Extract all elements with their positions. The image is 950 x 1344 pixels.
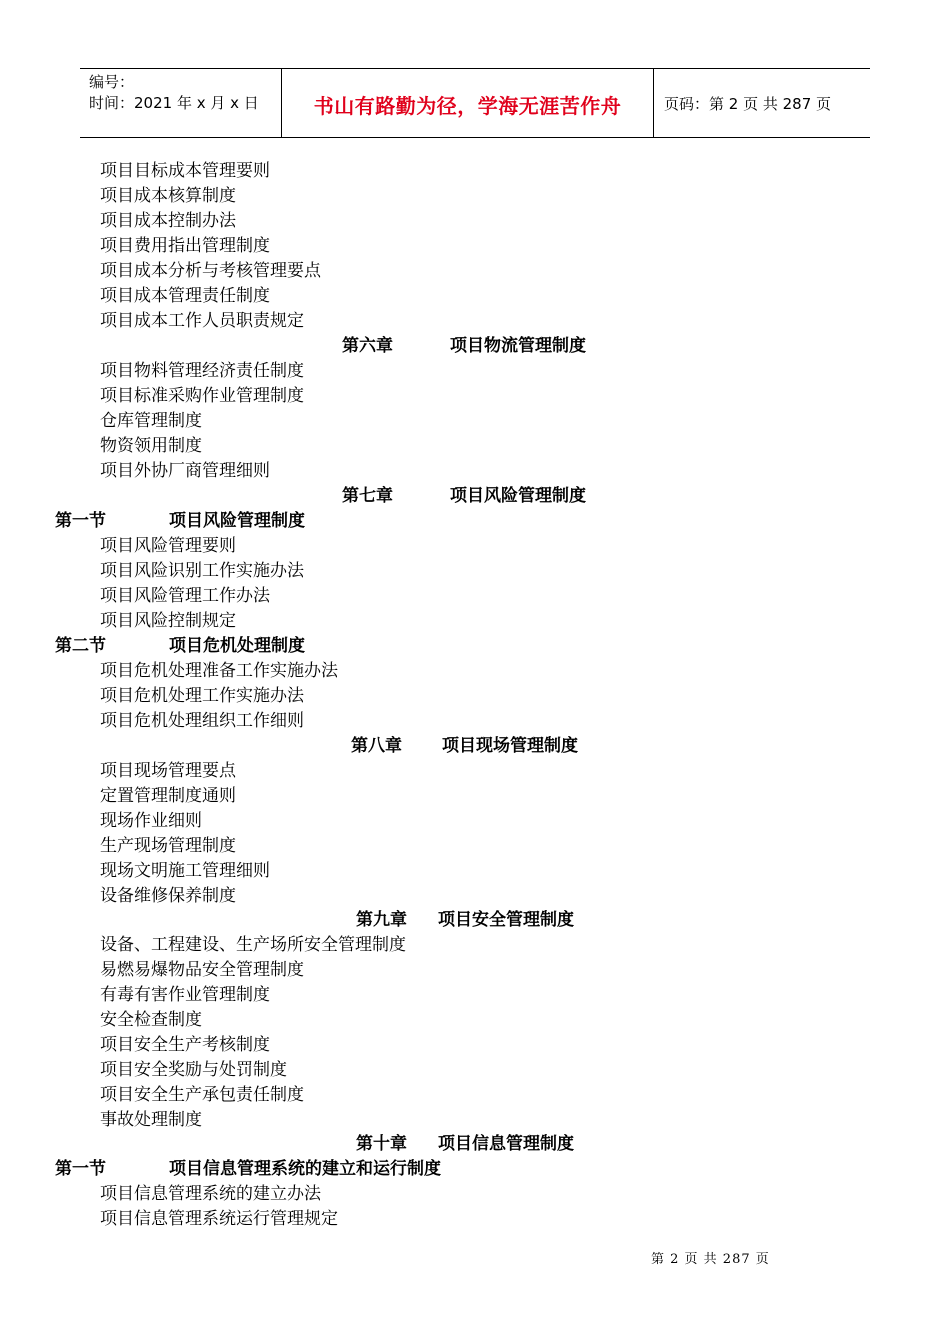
motto: 书山有路勤为径，学海无涯苦作舟 [313, 93, 622, 118]
list-item: 项目成本控制办法 [100, 211, 236, 231]
list-item: 项目风险控制规定 [100, 611, 236, 631]
list-item: 生产现场管理制度 [100, 836, 236, 856]
list-item: 项目风险识别工作实施办法 [100, 561, 304, 581]
list-item: 事故处理制度 [100, 1110, 202, 1130]
chapter-number: 第九章 [356, 910, 407, 930]
list-item: 仓库管理制度 [100, 411, 202, 431]
list-item: 项目外协厂商管理细则 [100, 461, 270, 481]
chapter-title: 项目物流管理制度 [450, 336, 586, 356]
list-item: 现场文明施工管理细则 [100, 861, 270, 881]
list-item: 项目安全生产承包责任制度 [100, 1085, 304, 1105]
list-item: 项目风险管理要则 [100, 536, 236, 556]
list-item: 项目标准采购作业管理制度 [100, 386, 304, 406]
section-number: 第一节 [55, 511, 106, 531]
section-title: 项目信息管理系统的建立和运行制度 [169, 1159, 441, 1179]
list-item: 物资领用制度 [100, 436, 202, 456]
chapter-heading [356, 910, 574, 930]
list-item: 项目物料管理经济责任制度 [100, 361, 304, 381]
header-page-info: 页码：第 2 页 共 287 页 [664, 94, 832, 113]
header-meta [80, 69, 282, 137]
section-heading [55, 636, 305, 656]
list-item: 项目费用指出管理制度 [100, 236, 270, 256]
time-label: 时间：2021 年 x 月 x 日 [89, 94, 259, 112]
chapter-number: 第六章 [342, 336, 393, 356]
section-title: 项目危机处理制度 [169, 636, 305, 656]
section-number: 第一节 [55, 1159, 106, 1179]
list-item: 项目成本核算制度 [100, 186, 236, 206]
list-item: 项目安全生产考核制度 [100, 1035, 270, 1055]
list-item: 设备、工程建设、生产场所安全管理制度 [100, 935, 406, 955]
chapter-number: 第十章 [356, 1134, 407, 1154]
list-item: 项目信息管理系统的建立办法 [100, 1184, 321, 1204]
chapter-heading [356, 1134, 574, 1154]
chapter-number: 第八章 [351, 736, 402, 756]
list-item: 项目成本工作人员职责规定 [100, 311, 304, 331]
chapter-title: 项目安全管理制度 [438, 910, 574, 930]
chapter-title: 项目现场管理制度 [442, 736, 578, 756]
list-item: 定置管理制度通则 [100, 786, 236, 806]
list-item: 项目成本管理责任制度 [100, 286, 270, 306]
chapter-heading [342, 336, 586, 356]
number-label: 编号： [89, 73, 135, 91]
chapter-heading [342, 486, 586, 506]
list-item: 安全检查制度 [100, 1010, 202, 1030]
section-title: 项目风险管理制度 [169, 511, 305, 531]
section-number: 第二节 [55, 636, 106, 656]
list-item: 项目危机处理准备工作实施办法 [100, 661, 338, 681]
section-heading [55, 511, 305, 531]
list-item: 有毒有害作业管理制度 [100, 985, 270, 1005]
page-header [80, 68, 870, 138]
list-item: 现场作业细则 [100, 811, 202, 831]
list-item: 项目危机处理工作实施办法 [100, 686, 304, 706]
list-item: 项目成本分析与考核管理要点 [100, 261, 321, 281]
list-item: 项目目标成本管理要则 [100, 161, 270, 181]
list-item: 设备维修保养制度 [100, 886, 236, 906]
list-item: 项目现场管理要点 [100, 761, 236, 781]
list-item: 易燃易爆物品安全管理制度 [100, 960, 304, 980]
page-footer: 第 2 页 共 287 页 [651, 1252, 770, 1267]
header-motto-cell [282, 69, 654, 137]
chapter-number: 第七章 [342, 486, 393, 506]
list-item: 项目风险管理工作办法 [100, 586, 270, 606]
chapter-heading [351, 736, 578, 756]
section-heading [55, 1159, 441, 1179]
chapter-title: 项目信息管理制度 [438, 1134, 574, 1154]
list-item: 项目危机处理组织工作细则 [100, 711, 304, 731]
list-item: 项目安全奖励与处罚制度 [100, 1060, 287, 1080]
chapter-title: 项目风险管理制度 [450, 486, 586, 506]
list-item: 项目信息管理系统运行管理规定 [100, 1209, 338, 1229]
